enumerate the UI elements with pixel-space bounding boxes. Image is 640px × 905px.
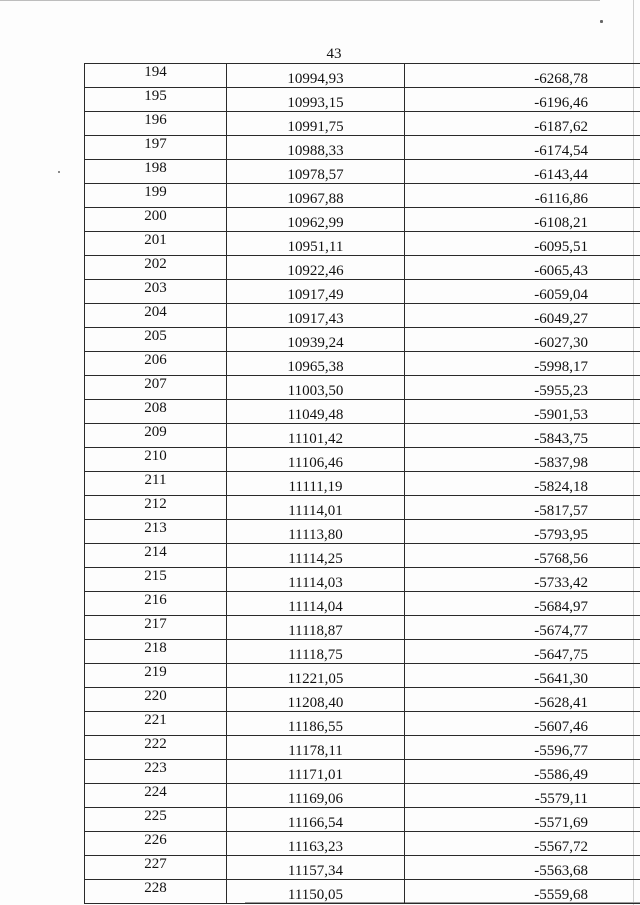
y-coordinate-cell: -5817,57 <box>405 496 640 520</box>
point-number-cell: 213 <box>85 520 227 544</box>
point-number-cell: 221 <box>85 712 227 736</box>
point-number-cell: 198 <box>85 160 227 184</box>
y-coordinate-cell: -5998,17 <box>405 352 640 376</box>
x-coordinate-cell: 10991,75 <box>227 112 405 136</box>
point-number-cell: 195 <box>85 88 227 112</box>
coordinates-table-body <box>85 64 640 904</box>
x-coordinate-cell: 11114,03 <box>227 568 405 592</box>
y-coordinate-cell: -6095,51 <box>405 232 640 256</box>
x-coordinate-cell: 11163,23 <box>227 832 405 856</box>
table-row <box>85 736 640 760</box>
y-coordinate-cell: -5674,77 <box>405 616 640 640</box>
table-row <box>85 616 640 640</box>
x-coordinate-cell: 11113,80 <box>227 520 405 544</box>
point-number-cell: 205 <box>85 328 227 352</box>
point-number-cell: 228 <box>85 880 227 904</box>
point-number-cell: 197 <box>85 136 227 160</box>
y-coordinate-cell: -6116,86 <box>405 184 640 208</box>
y-coordinate-cell: -6187,62 <box>405 112 640 136</box>
y-coordinate-cell: -6143,44 <box>405 160 640 184</box>
table-row <box>85 280 640 304</box>
table-row <box>85 712 640 736</box>
y-coordinate-cell: -5768,56 <box>405 544 640 568</box>
y-coordinate-cell: -5596,77 <box>405 736 640 760</box>
y-coordinate-cell: -5567,72 <box>405 832 640 856</box>
y-coordinate-cell: -5684,97 <box>405 592 640 616</box>
x-coordinate-cell: 10962,99 <box>227 208 405 232</box>
table-row <box>85 328 640 352</box>
x-coordinate-cell: 10965,38 <box>227 352 405 376</box>
scan-speck <box>600 20 603 23</box>
point-number-cell: 227 <box>85 856 227 880</box>
x-coordinate-cell: 11221,05 <box>227 664 405 688</box>
y-coordinate-cell: -5824,18 <box>405 472 640 496</box>
y-coordinate-cell: -5843,75 <box>405 424 640 448</box>
y-coordinate-cell: -6059,04 <box>405 280 640 304</box>
point-number-cell: 202 <box>85 256 227 280</box>
scan-speck <box>58 171 60 173</box>
x-coordinate-cell: 11208,40 <box>227 688 405 712</box>
table-row <box>85 544 640 568</box>
point-number-cell: 223 <box>85 760 227 784</box>
table-row <box>85 760 640 784</box>
x-coordinate-cell: 11118,75 <box>227 640 405 664</box>
point-number-cell: 199 <box>85 184 227 208</box>
table-row <box>85 304 640 328</box>
table-row <box>85 184 640 208</box>
point-number-cell: 214 <box>85 544 227 568</box>
x-coordinate-cell: 11049,48 <box>227 400 405 424</box>
table-row <box>85 640 640 664</box>
y-coordinate-cell: -5793,95 <box>405 520 640 544</box>
table-row <box>85 232 640 256</box>
table-row <box>85 784 640 808</box>
x-coordinate-cell: 10994,93 <box>227 64 405 88</box>
table-row <box>85 208 640 232</box>
y-coordinate-cell: -6027,30 <box>405 328 640 352</box>
y-coordinate-cell: -5837,98 <box>405 448 640 472</box>
x-coordinate-cell: 10978,57 <box>227 160 405 184</box>
table-row <box>85 256 640 280</box>
point-number-cell: 210 <box>85 448 227 472</box>
x-coordinate-cell: 11186,55 <box>227 712 405 736</box>
table-row <box>85 664 640 688</box>
y-coordinate-cell: -6196,46 <box>405 88 640 112</box>
point-number-cell: 206 <box>85 352 227 376</box>
x-coordinate-cell: 10951,11 <box>227 232 405 256</box>
table-row <box>85 520 640 544</box>
y-coordinate-cell: -5733,42 <box>405 568 640 592</box>
x-coordinate-cell: 10917,43 <box>227 304 405 328</box>
scan-edge-top <box>0 0 600 1</box>
y-coordinate-cell: -5641,30 <box>405 664 640 688</box>
y-coordinate-cell: -5563,68 <box>405 856 640 880</box>
point-number-cell: 215 <box>85 568 227 592</box>
table-row <box>85 448 640 472</box>
x-coordinate-cell: 11166,54 <box>227 808 405 832</box>
y-coordinate-cell: -5571,69 <box>405 808 640 832</box>
y-coordinate-cell: -5586,49 <box>405 760 640 784</box>
coordinates-table <box>84 63 640 904</box>
point-number-cell: 200 <box>85 208 227 232</box>
y-coordinate-cell: -6108,21 <box>405 208 640 232</box>
point-number-cell: 209 <box>85 424 227 448</box>
table-row <box>85 568 640 592</box>
point-number-cell: 220 <box>85 688 227 712</box>
point-number-cell: 196 <box>85 112 227 136</box>
point-number-cell: 226 <box>85 832 227 856</box>
table-row <box>85 592 640 616</box>
y-coordinate-cell: -6065,43 <box>405 256 640 280</box>
x-coordinate-cell: 11114,01 <box>227 496 405 520</box>
point-number-cell: 212 <box>85 496 227 520</box>
x-coordinate-cell: 11118,87 <box>227 616 405 640</box>
y-coordinate-cell: -5579,11 <box>405 784 640 808</box>
table-row <box>85 352 640 376</box>
y-coordinate-cell: -5955,23 <box>405 376 640 400</box>
point-number-cell: 194 <box>85 64 227 88</box>
x-coordinate-cell: 11178,11 <box>227 736 405 760</box>
table-row <box>85 112 640 136</box>
x-coordinate-cell: 11111,19 <box>227 472 405 496</box>
point-number-cell: 218 <box>85 640 227 664</box>
table-row <box>85 688 640 712</box>
x-coordinate-cell: 11150,05 <box>227 880 405 904</box>
y-coordinate-cell: -5628,41 <box>405 688 640 712</box>
point-number-cell: 211 <box>85 472 227 496</box>
x-coordinate-cell: 10967,88 <box>227 184 405 208</box>
table-row <box>85 400 640 424</box>
x-coordinate-cell: 11114,25 <box>227 544 405 568</box>
x-coordinate-cell: 11101,42 <box>227 424 405 448</box>
y-coordinate-cell: -6049,27 <box>405 304 640 328</box>
table-row <box>85 880 640 904</box>
x-coordinate-cell: 10917,49 <box>227 280 405 304</box>
point-number-cell: 225 <box>85 808 227 832</box>
x-coordinate-cell: 10922,46 <box>227 256 405 280</box>
table-row <box>85 472 640 496</box>
table-row <box>85 808 640 832</box>
x-coordinate-cell: 11003,50 <box>227 376 405 400</box>
point-number-cell: 204 <box>85 304 227 328</box>
table-row <box>85 64 640 88</box>
point-number-cell: 207 <box>85 376 227 400</box>
y-coordinate-cell: -6268,78 <box>405 64 640 88</box>
x-coordinate-cell: 11157,34 <box>227 856 405 880</box>
x-coordinate-cell: 11106,46 <box>227 448 405 472</box>
table-row <box>85 832 640 856</box>
table-row <box>85 424 640 448</box>
table-row <box>85 136 640 160</box>
y-coordinate-cell: -5647,75 <box>405 640 640 664</box>
x-coordinate-cell: 10939,24 <box>227 328 405 352</box>
point-number-cell: 224 <box>85 784 227 808</box>
point-number-cell: 203 <box>85 280 227 304</box>
table-row <box>85 376 640 400</box>
point-number-cell: 201 <box>85 232 227 256</box>
x-coordinate-cell: 10993,15 <box>227 88 405 112</box>
table-row <box>85 496 640 520</box>
x-coordinate-cell: 10988,33 <box>227 136 405 160</box>
point-number-cell: 217 <box>85 616 227 640</box>
y-coordinate-cell: -5559,68 <box>405 880 640 904</box>
page-number: 43 <box>326 46 342 62</box>
point-number-cell: 208 <box>85 400 227 424</box>
table-row <box>85 160 640 184</box>
x-coordinate-cell: 11171,01 <box>227 760 405 784</box>
y-coordinate-cell: -6174,54 <box>405 136 640 160</box>
table-row <box>85 88 640 112</box>
y-coordinate-cell: -5901,53 <box>405 400 640 424</box>
x-coordinate-cell: 11114,04 <box>227 592 405 616</box>
table-row <box>85 856 640 880</box>
point-number-cell: 216 <box>85 592 227 616</box>
point-number-cell: 222 <box>85 736 227 760</box>
x-coordinate-cell: 11169,06 <box>227 784 405 808</box>
point-number-cell: 219 <box>85 664 227 688</box>
y-coordinate-cell: -5607,46 <box>405 712 640 736</box>
